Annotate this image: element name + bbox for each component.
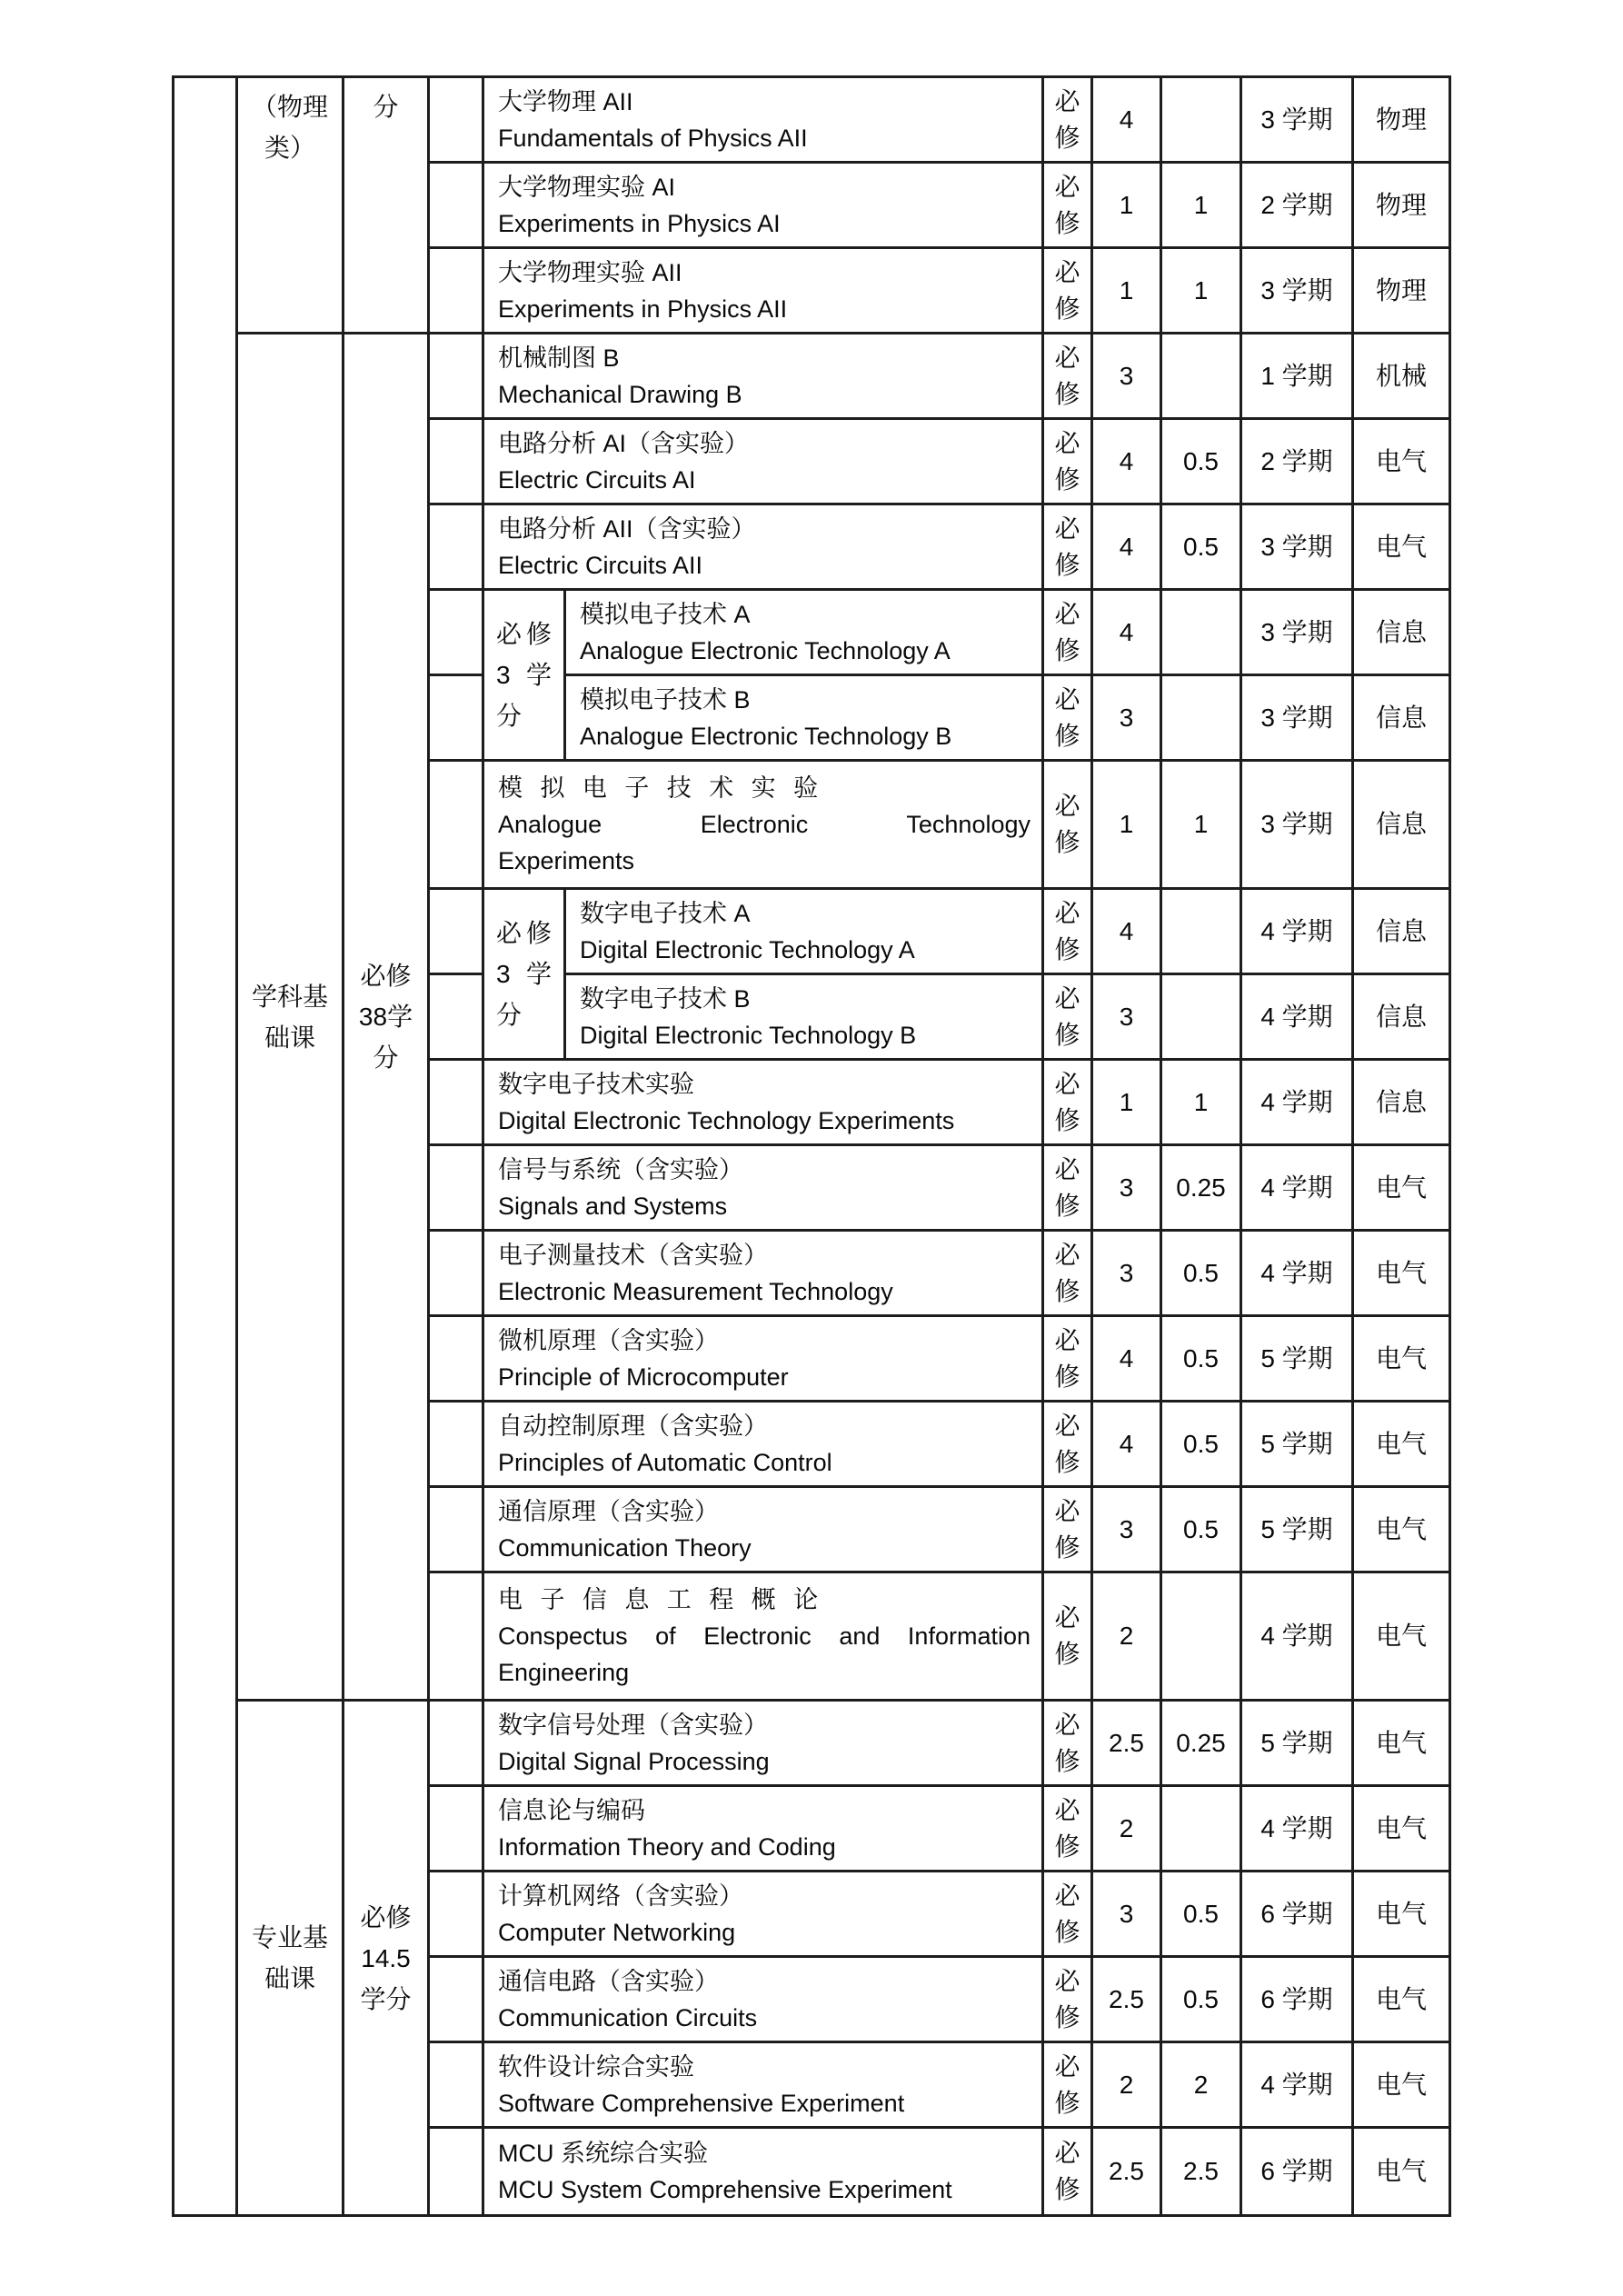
exp-credits-cell <box>1162 334 1242 420</box>
text-line: 修 <box>1054 2088 1080 2117</box>
text-line: 修 <box>1054 1276 1080 1305</box>
course-name-zh: 通信电路（含实验） <box>498 1967 719 1995</box>
text-line: 必 <box>1054 684 1080 714</box>
credits-cell: 1 <box>1093 1061 1162 1146</box>
course-name-cell <box>484 249 1044 334</box>
credits-cell: 2.5 <box>1093 2129 1162 2214</box>
spacer-cell <box>430 1573 484 1702</box>
text-line: 必 <box>1054 1795 1080 1824</box>
credits-cell: 4 <box>1093 1403 1162 1488</box>
spacer-cell <box>430 975 484 1061</box>
semester-cell: 3 学期 <box>1242 762 1354 890</box>
exp-credits-cell <box>1162 1573 1242 1702</box>
text-line: 修 <box>1054 1447 1080 1476</box>
course-name-en: Fundamentals of Physics AII <box>498 124 808 152</box>
spacer-cell <box>430 591 484 676</box>
course-name-en: Electric Circuits AII <box>498 551 703 579</box>
text-line: 必修 <box>360 1902 412 1932</box>
course-name-cell <box>484 1403 1044 1488</box>
semester-cell: 4 学期 <box>1242 1061 1354 1146</box>
course-name-zh: 通信原理（含实验） <box>498 1497 719 1525</box>
semester-cell: 4 学期 <box>1242 1146 1354 1232</box>
text-line: 必 <box>1054 1325 1080 1354</box>
course-name-zh: 电子测量技术（含实验） <box>498 1241 768 1269</box>
required-cell <box>1044 1403 1093 1488</box>
required-cell <box>1044 890 1093 975</box>
course-name-zh: MCU 系统综合实验 <box>498 2140 708 2167</box>
text-line: 必 <box>1054 1496 1080 1525</box>
text-line: 必 <box>1054 1710 1080 1739</box>
text-line: 修 <box>1054 1832 1080 1861</box>
text-line: 必 <box>1054 1411 1080 1440</box>
course-name-zh: 数字信号处理（含实验） <box>498 1711 768 1739</box>
semester-cell: 2 学期 <box>1242 164 1354 249</box>
text-line: 必 <box>1054 1881 1080 1910</box>
exp-credits-cell <box>1162 975 1242 1061</box>
text-line: 3 学 <box>496 661 552 689</box>
required-cell <box>1044 1061 1093 1146</box>
course-name-cell <box>566 676 1044 762</box>
text-line: 修 <box>1054 550 1080 579</box>
course-name-zh: 计算机网络（含实验） <box>498 1882 743 1910</box>
exp-credits-cell <box>1162 890 1242 975</box>
spacer-cell <box>430 420 484 505</box>
text-line: 必修 <box>496 919 552 947</box>
course-name-zh: 模拟电子技术 A <box>580 600 751 628</box>
exp-credits-cell <box>1162 676 1242 762</box>
course-name-cell <box>484 2129 1044 2214</box>
text-line: 修 <box>1054 635 1080 664</box>
text-line: 必 <box>1054 86 1080 115</box>
course-name-en: Mechanical Drawing B <box>498 380 742 408</box>
course-name-en: Conspectus of Electronic and Information <box>498 1622 1031 1650</box>
semester-cell: 5 学期 <box>1242 1488 1354 1573</box>
course-name-en: Principles of Automatic Control <box>498 1448 832 1476</box>
spacer-cell <box>430 1146 484 1232</box>
text-line: 修 <box>1054 464 1080 494</box>
credits-cell: 3 <box>1093 1146 1162 1232</box>
course-name-zh: 大学物理实验 AI <box>498 173 676 201</box>
spacer-cell <box>430 1061 484 1146</box>
text-line: 修 <box>1054 1105 1080 1134</box>
text-line: 学分 <box>360 1984 412 2013</box>
course-name-en: Electric Circuits AI <box>498 465 696 494</box>
text-line: 修 <box>1054 721 1080 750</box>
group-credit-cell <box>484 890 566 1061</box>
semester-cell: 1 学期 <box>1242 334 1354 420</box>
course-name-cell <box>484 420 1044 505</box>
exp-credits-cell: 2.5 <box>1162 2129 1242 2214</box>
credits-cell: 2.5 <box>1093 1958 1162 2043</box>
semester-cell: 4 学期 <box>1242 890 1354 975</box>
group-credit-cell <box>484 591 566 762</box>
course-name-cell <box>566 591 1044 676</box>
text-line: 必 <box>1054 428 1080 457</box>
exp-credits-cell: 0.5 <box>1162 1958 1242 2043</box>
dept-cell: 电气 <box>1354 2043 1449 2129</box>
text-line: 修 <box>1054 208 1080 237</box>
course-name-en: Computer Networking <box>498 1918 736 1946</box>
course-name-zh: 自动控制原理（含实验） <box>498 1412 768 1440</box>
dept-cell: 电气 <box>1354 1232 1449 1317</box>
semester-cell: 4 学期 <box>1242 1232 1354 1317</box>
text-line: 修 <box>1054 2175 1080 2203</box>
spacer-cell <box>430 249 484 334</box>
credits-cell: 1 <box>1093 164 1162 249</box>
credits-cell: 4 <box>1093 1317 1162 1403</box>
text-line: 修 <box>1054 1020 1080 1049</box>
dept-cell: 电气 <box>1354 1317 1449 1403</box>
semester-cell: 6 学期 <box>1242 1872 1354 1958</box>
exp-credits-cell: 1 <box>1162 762 1242 890</box>
dept-cell: 电气 <box>1354 1702 1449 1787</box>
dept-cell: 电气 <box>1375 2157 1427 2185</box>
dept-cell: 信息 <box>1354 1061 1449 1146</box>
exp-credits-cell <box>1162 78 1242 164</box>
course-name-cell <box>484 164 1044 249</box>
spacer-cell <box>430 1872 484 1958</box>
semester-cell: 4 学期 <box>1242 2043 1354 2129</box>
semester-cell: 3 学期 <box>1242 591 1354 676</box>
dept-cell: 机械 <box>1354 334 1449 420</box>
course-name-en: Electronic Measurement Technology <box>498 1277 893 1305</box>
required-cell <box>1044 676 1093 762</box>
left-spacer-cell <box>174 78 238 2214</box>
exp-credits-cell: 1 <box>1162 1061 1242 1146</box>
dept-cell: 电气 <box>1354 1146 1449 1232</box>
text-line: 38学 <box>358 1003 413 1031</box>
semester-cell: 4 学期 <box>1242 975 1354 1061</box>
credits-cell: 4 <box>1093 420 1162 505</box>
spacer-cell <box>430 1702 484 1787</box>
dept-cell: 电气 <box>1354 1573 1449 1702</box>
text-line: 必 <box>1054 172 1080 201</box>
course-name-zh: 软件设计综合实验 <box>498 2052 694 2081</box>
exp-credits-cell: 0.5 <box>1162 1488 1242 1573</box>
spacer-cell <box>430 890 484 975</box>
text-line: 修 <box>1054 123 1080 152</box>
text-line: 修 <box>1054 379 1080 408</box>
text-line: 必 <box>1054 1240 1080 1269</box>
spacer-cell <box>430 1958 484 2043</box>
course-name-en: Communication Theory <box>498 1533 752 1562</box>
text-line: 修 <box>1054 828 1080 856</box>
category-cell <box>238 78 344 334</box>
credits-cell: 1 <box>1093 249 1162 334</box>
spacer-cell <box>430 78 484 164</box>
required-cell <box>1044 334 1093 420</box>
required-cell <box>1044 2129 1093 2214</box>
course-name-cell <box>484 1061 1044 1146</box>
text-line: （物理 <box>251 93 328 121</box>
required-cell <box>1044 1958 1093 2043</box>
credits-cell: 4 <box>1093 591 1162 676</box>
course-name-en: MCU System Comprehensive Experiment <box>498 2176 952 2203</box>
course-name-en: Experiments <box>498 847 635 874</box>
text-line: 分 <box>373 93 399 121</box>
required-cell <box>1044 1872 1093 1958</box>
course-name-cell <box>484 1702 1044 1787</box>
semester-cell: 5 学期 <box>1242 1702 1354 1787</box>
required-cell <box>1044 420 1093 505</box>
course-name-cell <box>484 505 1044 591</box>
dept-cell: 物理 <box>1354 164 1449 249</box>
semester-cell: 5 学期 <box>1242 1317 1354 1403</box>
credits-cell: 4 <box>1093 505 1162 591</box>
semester-cell: 2 学期 <box>1242 420 1354 505</box>
semester-cell: 6 学期 <box>1242 1958 1354 2043</box>
course-name-cell <box>484 1488 1044 1573</box>
text-line: 必 <box>1054 898 1080 927</box>
course-name-cell <box>484 1573 1044 1702</box>
required-cell <box>1044 249 1093 334</box>
text-line: 分 <box>496 702 523 730</box>
text-line: 必 <box>1054 2139 1080 2167</box>
exp-credits-cell: 2 <box>1162 2043 1242 2129</box>
course-name-zh: 机械制图 B <box>498 344 620 372</box>
semester-cell: 4 学期 <box>1242 1787 1354 1872</box>
exp-credits-cell: 0.5 <box>1162 1232 1242 1317</box>
required-cell <box>1044 505 1093 591</box>
text-line: 必 <box>1054 1966 1080 1995</box>
credits-cell: 1 <box>1093 762 1162 890</box>
text-line: 修 <box>1054 2002 1080 2031</box>
text-line: 类） <box>264 134 315 162</box>
dept-cell: 物理 <box>1354 78 1449 164</box>
text-line: 必 <box>1054 792 1080 820</box>
required-cell <box>1044 1787 1093 1872</box>
dept-cell: 电气 <box>1354 1403 1449 1488</box>
semester-cell: 5 学期 <box>1242 1403 1354 1488</box>
course-name-en: Experiments in Physics AII <box>498 294 788 323</box>
dept-cell: 信息 <box>1354 591 1449 676</box>
course-name-cell <box>484 762 1044 890</box>
text-line: 修 <box>1054 1191 1080 1220</box>
text-line: 必 <box>1054 343 1080 372</box>
course-name-zh: 模拟电子技术实验 <box>498 774 836 802</box>
dept-cell: 电气 <box>1354 1958 1449 2043</box>
course-name-zh: 数字电子技术 A <box>580 899 751 927</box>
spacer-cell <box>430 1488 484 1573</box>
dept-cell: 信息 <box>1354 762 1449 890</box>
exp-credits-cell: 1 <box>1162 164 1242 249</box>
course-name-zh: 信号与系统（含实验） <box>498 1155 743 1183</box>
text-line: 3 学 <box>496 960 552 988</box>
required-cell <box>1044 1488 1093 1573</box>
course-name-cell <box>484 1958 1044 2043</box>
course-name-en: Analogue Electronic Technology <box>498 811 1031 838</box>
required-cell <box>1044 1317 1093 1403</box>
course-name-zh: 大学物理实验 AII <box>498 258 682 286</box>
text-line: 必 <box>1054 1069 1080 1098</box>
credits-cell: 3 <box>1093 334 1162 420</box>
spacer-cell <box>430 505 484 591</box>
course-name-zh: 模拟电子技术 B <box>580 685 751 714</box>
course-name-en: Digital Electronic Technology Experiments <box>498 1106 955 1134</box>
exp-credits-cell: 0.5 <box>1162 420 1242 505</box>
required-cell <box>1044 2043 1093 2129</box>
course-name-en: Principle of Microcomputer <box>498 1363 789 1391</box>
course-name-cell <box>566 975 1044 1061</box>
credits-cell: 2.5 <box>1093 1702 1162 1787</box>
text-line: 必 <box>1054 1603 1080 1632</box>
spacer-cell <box>430 2043 484 2129</box>
text-line: 专业基 <box>251 1923 328 1952</box>
dept-cell: 信息 <box>1354 676 1449 762</box>
dept-cell: 信息 <box>1354 890 1449 975</box>
required-cell <box>1044 591 1093 676</box>
text-line: 必 <box>1054 2051 1080 2081</box>
credits-cell: 3 <box>1093 1232 1162 1317</box>
course-name-zh: 大学物理 AII <box>498 87 633 115</box>
dept-cell: 电气 <box>1354 1872 1449 1958</box>
credit-req-cell <box>344 78 430 334</box>
course-name-en: Engineering <box>498 1659 630 1686</box>
credits-cell: 4 <box>1093 890 1162 975</box>
course-name-cell <box>484 1787 1044 1872</box>
dept-cell: 电气 <box>1354 1488 1449 1573</box>
semester-cell: 3 学期 <box>1242 505 1354 591</box>
credits-cell: 3 <box>1093 975 1162 1061</box>
text-line: 修 <box>1054 1917 1080 1946</box>
text-line: 修 <box>1054 1746 1080 1775</box>
course-name-zh: 电子信息工程概论 <box>498 1586 836 1613</box>
dept-cell: 电气 <box>1354 420 1449 505</box>
course-name-en: Communication Circuits <box>498 2003 758 2031</box>
spacer-cell <box>430 2129 484 2214</box>
dept-cell: 信息 <box>1354 975 1449 1061</box>
course-name-cell <box>484 2043 1044 2129</box>
semester-cell: 6 学期 <box>1242 2129 1354 2214</box>
exp-credits-cell: 0.5 <box>1162 505 1242 591</box>
credit-req-cell <box>344 334 430 1702</box>
credits-cell: 3 <box>1093 676 1162 762</box>
spacer-cell <box>430 164 484 249</box>
course-name-en: Information Theory and Coding <box>498 1832 836 1861</box>
spacer-cell <box>430 1317 484 1403</box>
text-line: 必 <box>1054 983 1080 1013</box>
required-cell <box>1044 975 1093 1061</box>
course-name-en: Digital Electronic Technology A <box>580 935 915 963</box>
category-cell <box>238 1702 344 2214</box>
course-name-cell <box>484 334 1044 420</box>
course-name-cell <box>566 890 1044 975</box>
credit-req-cell <box>344 1702 430 2214</box>
text-line: 修 <box>1054 1532 1080 1562</box>
semester-cell: 3 学期 <box>1242 249 1354 334</box>
course-name-en: Digital Electronic Technology B <box>580 1021 917 1049</box>
text-line: 必 <box>1054 257 1080 286</box>
required-cell <box>1044 762 1093 890</box>
course-name-zh: 电路分析 AI（含实验） <box>498 429 750 457</box>
credits-cell: 3 <box>1093 1872 1162 1958</box>
course-name-en: Experiments in Physics AI <box>498 209 781 237</box>
course-name-cell <box>484 1146 1044 1232</box>
spacer-cell <box>430 676 484 762</box>
spacer-cell <box>430 1232 484 1317</box>
credits-cell: 2 <box>1093 1787 1162 1872</box>
credits-cell: 2 <box>1093 2043 1162 2129</box>
text-line: 必 <box>1054 599 1080 628</box>
required-cell <box>1044 78 1093 164</box>
text-line: 分 <box>496 1001 523 1029</box>
dept-cell: 电气 <box>1354 1787 1449 1872</box>
course-name-zh: 信息论与编码 <box>498 1796 645 1824</box>
exp-credits-cell: 0.25 <box>1162 1146 1242 1232</box>
course-name-zh: 微机原理（含实验） <box>498 1326 719 1354</box>
text-line: 修 <box>1054 934 1080 963</box>
course-name-en: Digital Signal Processing <box>498 1747 770 1775</box>
semester-cell: 3 学期 <box>1242 78 1354 164</box>
spacer-cell <box>430 1787 484 1872</box>
course-name-cell <box>484 1317 1044 1403</box>
text-line: 学科基 <box>251 982 328 1011</box>
text-line: 分 <box>373 1043 399 1072</box>
dept-cell: 物理 <box>1354 249 1449 334</box>
text-line: 必 <box>1054 1154 1080 1183</box>
text-line: 必修 <box>496 620 552 648</box>
text-line: 修 <box>1054 294 1080 323</box>
semester-cell: 3 学期 <box>1242 676 1354 762</box>
exp-credits-cell: 1 <box>1162 249 1242 334</box>
exp-credits-cell: 0.5 <box>1162 1317 1242 1403</box>
required-cell <box>1044 1146 1093 1232</box>
course-name-zh: 数字电子技术 B <box>580 984 751 1013</box>
required-cell <box>1044 1702 1093 1787</box>
credits-cell: 2 <box>1093 1573 1162 1702</box>
exp-credits-cell <box>1162 591 1242 676</box>
required-cell <box>1044 164 1093 249</box>
course-name-cell <box>484 1232 1044 1317</box>
text-line: 修 <box>1054 1640 1080 1668</box>
course-name-cell <box>484 1872 1044 1958</box>
category-cell <box>238 334 344 1702</box>
spacer-cell <box>430 762 484 890</box>
exp-credits-cell: 0.25 <box>1162 1702 1242 1787</box>
course-name-en: Analogue Electronic Technology A <box>580 636 951 664</box>
credits-cell: 3 <box>1093 1488 1162 1573</box>
text-line: 础课 <box>264 1023 315 1052</box>
exp-credits-cell: 0.5 <box>1162 1403 1242 1488</box>
spacer-cell <box>430 1403 484 1488</box>
course-name-zh: 数字电子技术实验 <box>498 1070 694 1098</box>
course-name-zh: 电路分析 AII（含实验） <box>498 514 756 543</box>
text-line: 必修 <box>360 962 412 990</box>
exp-credits-cell <box>1162 1787 1242 1872</box>
credits-cell: 4 <box>1093 78 1162 164</box>
required-cell <box>1044 1232 1093 1317</box>
text-line: 础课 <box>264 1964 315 1992</box>
course-name-en: Analogue Electronic Technology B <box>580 722 952 750</box>
curriculum-table <box>172 75 1451 2217</box>
semester-cell: 4 学期 <box>1242 1573 1354 1702</box>
course-name-cell <box>484 78 1044 164</box>
text-line: 必 <box>1054 514 1080 543</box>
exp-credits-cell: 0.5 <box>1162 1872 1242 1958</box>
dept-cell: 电气 <box>1354 505 1449 591</box>
course-name-en: Software Comprehensive Experiment <box>498 2089 905 2117</box>
course-name-en: Signals and Systems <box>498 1192 728 1220</box>
required-cell <box>1044 1573 1093 1702</box>
spacer-cell <box>430 334 484 420</box>
text-line: 修 <box>1054 1362 1080 1391</box>
text-line: 14.5 <box>361 1943 411 1972</box>
